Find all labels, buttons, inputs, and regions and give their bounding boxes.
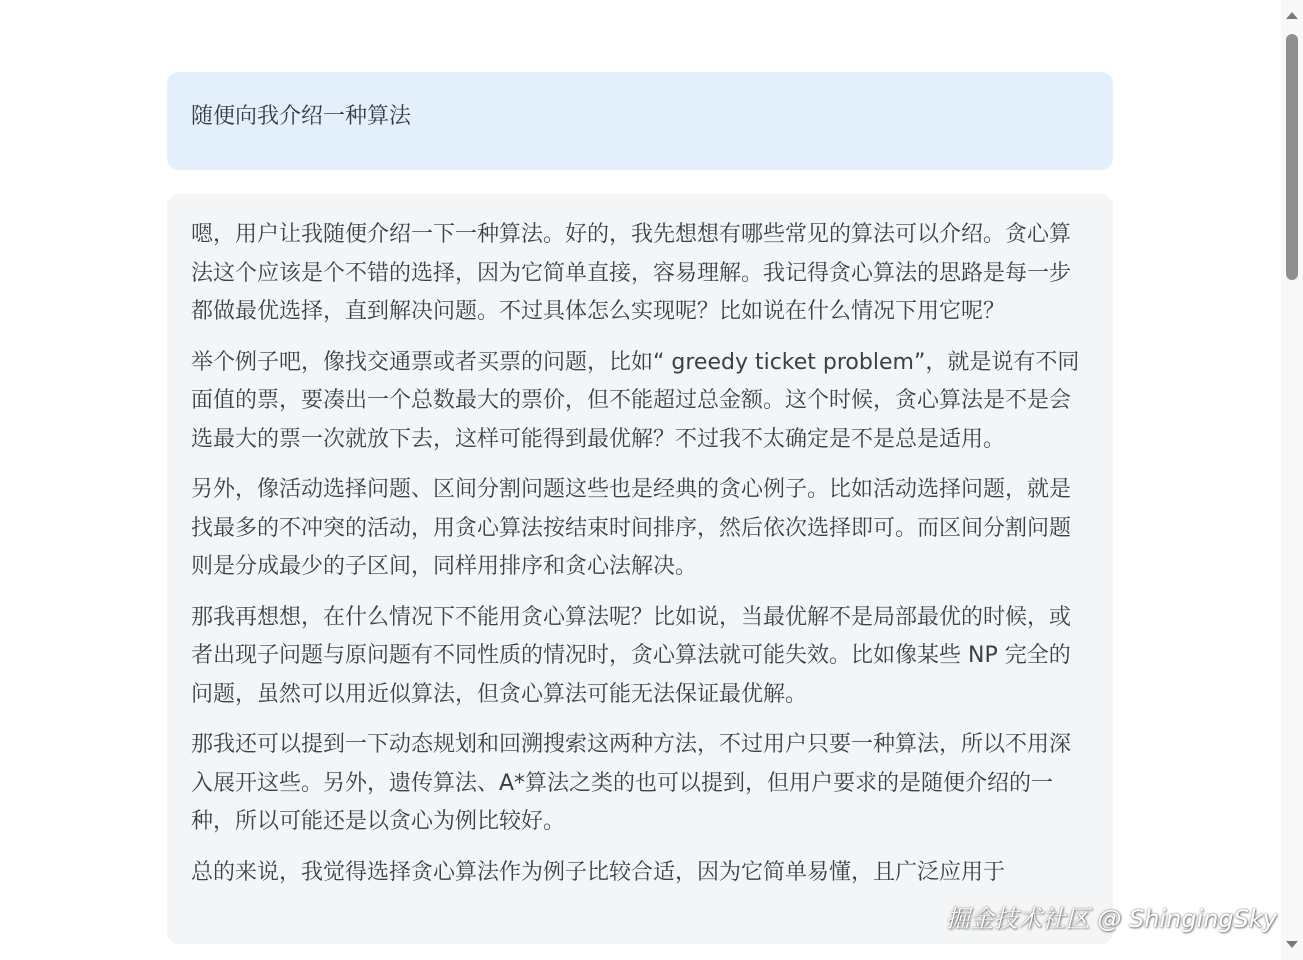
assistant-paragraph: 那我还可以提到一下动态规划和回溯搜索这两种方法，不过用户只要一种算法，所以不用深入展开这些。另外，遗传算法、A*算法之类的也可以提到，但用户要求的是随便介绍的一种，所以可能还是以贪心为例比较好。 bbox=[191, 732, 1072, 834]
user-message-text: 随便向我介绍一种算法 bbox=[191, 104, 412, 129]
conversation bbox=[167, 72, 1113, 944]
scrollbar-thumb[interactable] bbox=[1286, 34, 1298, 280]
assistant-paragraph: 那我再想想，在什么情况下不能用贪心算法呢？比如说，当最优解不是局部最优的时候，或者出现子问题与原问题有不同性质的情况时，贪心算法就可能失效。比如像某些 NP 完全的问题，虽然可以用近似算法，但贪心算法可能无法保证最优解。 bbox=[191, 604, 1072, 707]
assistant-paragraph: 总的来说，我觉得选择贪心算法作为例子比较合适，因为它简单易懂，且广泛应用于 bbox=[191, 859, 1006, 885]
assistant-paragraph: 嗯，用户让我随便介绍一下一种算法。好的，我先想想有哪些常见的算法可以介绍。贪心算法这个应该是个不错的选择，因为它简单直接，容易理解。我记得贪心算法的思路是每一步都做最优选择，直到解决问题。不过具体怎么实现呢？比如说在什么情况下用它呢？ bbox=[191, 222, 1072, 324]
assistant-paragraph: 举个例子吧，像找交通票或者买票的问题，比如“ greedy ticket problem”，就是说有不同面值的票，要凑出一个总数最大的票价，但不能超过总金额。这个时候，贪心算法是不是会选最大的票一次就放下去，这样可能得到最优解？不过我不太确定是不是总是适用。 bbox=[191, 349, 1080, 452]
scroll-down-arrow-icon[interactable] bbox=[1286, 941, 1298, 948]
assistant-message-bubble bbox=[167, 194, 1113, 944]
scroll-up-arrow-icon[interactable] bbox=[1286, 12, 1298, 19]
watermark: 掘金技术社区 @ ShingingSky bbox=[945, 905, 1277, 933]
vertical-scrollbar[interactable] bbox=[1281, 0, 1303, 960]
assistant-paragraph: 另外，像活动选择问题、区间分割问题这些也是经典的贪心例子。比如活动选择问题，就是找最多的不冲突的活动，用贪心算法按结束时间排序，然后依次选择即可。而区间分割问题则是分成最少的子区间，同样用排序和贪心法解决。 bbox=[191, 477, 1072, 579]
user-message-bubble bbox=[167, 72, 1113, 170]
